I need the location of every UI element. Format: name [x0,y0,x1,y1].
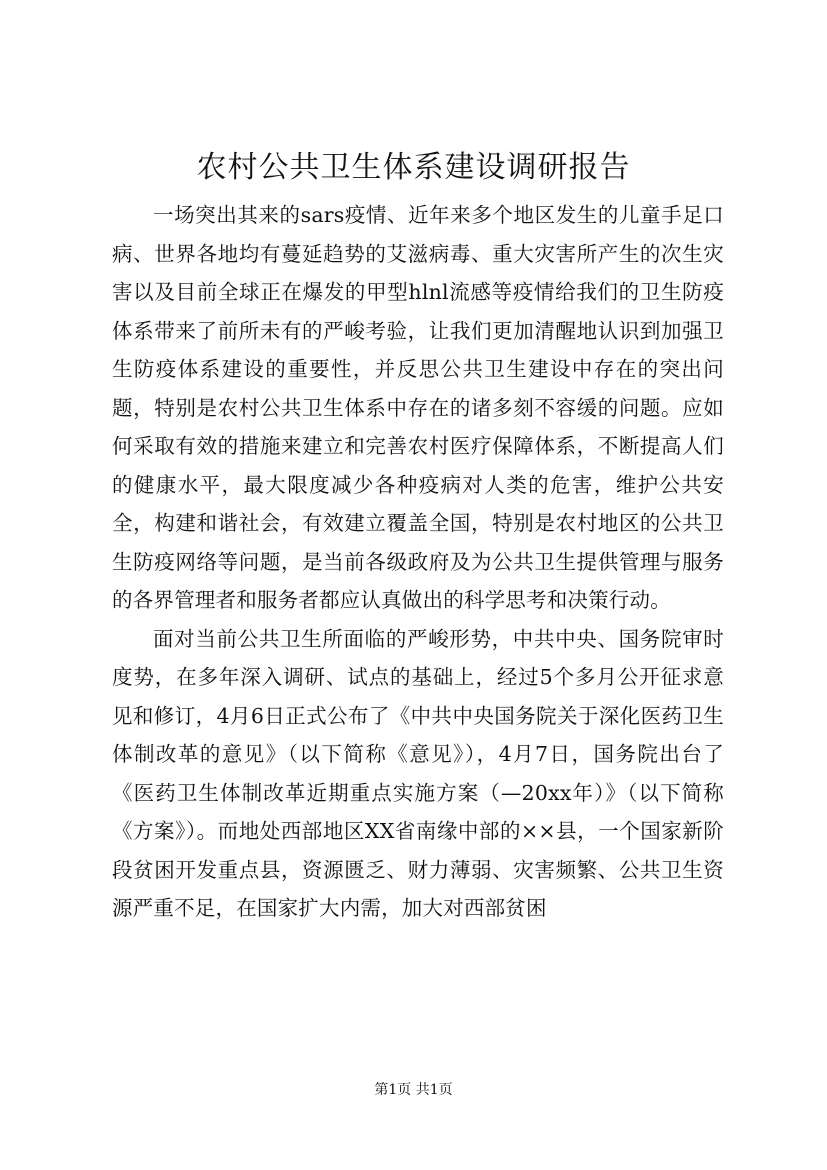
paragraph-1: 一场突出其来的sars疫情、近年来多个地区发生的儿童手足口病、世界各地均有蔓延趋势的艾滋病毒、重大灾害所产生的次生灾害以及目前全球正在爆发的甲型hlnl流感等疫情给我们的卫生防疫体系带来了前所未有的严峻考验，让我们更加清醒地认识到加强卫生防疫体系建设的重要性，并反思公共卫生建设中存在的突出问题，特别是农村公共卫生体系中存在的诸多刻不容缓的问题。应如何采取有效的措施来建立和完善农村医疗保障体系，不断提高人们的健康水平，最大限度减少各种疫病对人类的危害，维护公共安全，构建和谐社会，有效建立覆盖全国，特别是农村地区的公共卫生防疫网络等问题，是当前各级政府及为公共卫生提供管理与服务的各界管理者和服务者都应认真做出的科学思考和决策行动。 [112,203,724,612]
document-title: 农村公共卫生体系建设调研报告 [196,150,631,185]
paragraph-2: 面对当前公共卫生所面临的严峻形势，中共中央、国务院审时度势，在多年深入调研、试点的基础上，经过5个多月公开征求意见和修订，4月6日正式公布了《中共中央国务院关于深化医药卫生体制改革的意见》（以下简称《意见》），4月7日，国务院出台了《医药卫生体制改革近期重点实施方案（—20xx年）》（以下简称《方案》）。而地处西部地区XX省南缘中部的××县，一个国家新阶段贫困开发重点县，资源匮乏、财力薄弱、灾害频繁、公共卫生资源严重不足，在国家扩大内需，加大对西部贫困 [112,626,724,920]
page-number-footer: 第1页 共1页 [374,1082,453,1098]
document-body [112,196,724,928]
